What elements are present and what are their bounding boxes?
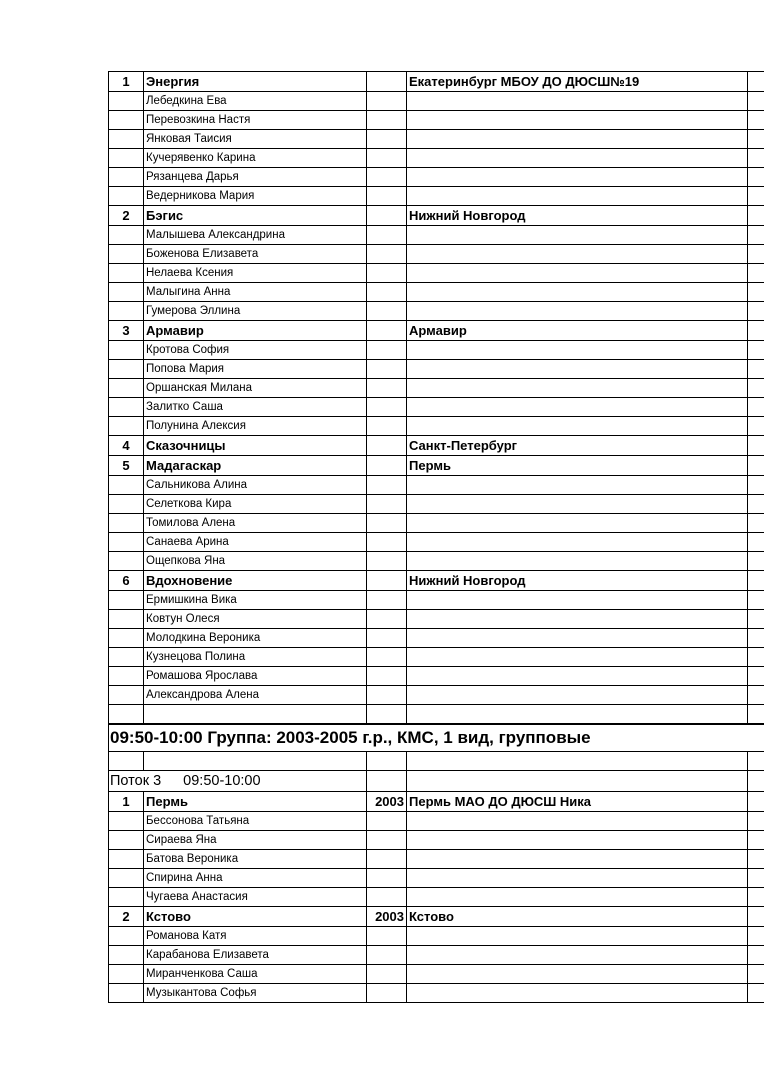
member-row [109,302,764,321]
team-number: 2 [109,206,144,226]
team-number: 4 [109,436,144,456]
member-row [109,111,764,130]
member-row [109,379,764,398]
team-year [367,206,407,226]
team-number: 3 [109,321,144,341]
team-city: Нижний Новгород [407,571,748,591]
team-city: Пермь МАО ДО ДЮСШ Ника [407,792,748,812]
member-name: Попова Мария [144,360,367,379]
member-name: Малыгина Анна [144,283,367,302]
member-row [109,514,764,533]
member-row [109,888,764,907]
team-year: 2003 [367,792,407,812]
member-name: Романова Катя [144,927,367,946]
member-name: Сираева Яна [144,831,367,850]
flow-row [109,771,764,792]
team-year [367,456,407,476]
team-year: 2003 [367,907,407,927]
member-row [109,946,764,965]
start-list-table [108,71,764,1003]
team-year [367,321,407,341]
team-name: Кстово [144,907,367,927]
block2-rows [109,792,764,1003]
team-year [367,436,407,456]
team-name: Энергия [144,72,367,92]
team-city: Нижний Новгород [407,206,748,226]
member-row [109,476,764,495]
member-name: Рязанцева Дарья [144,168,367,187]
member-row [109,591,764,610]
member-name: Санаева Арина [144,533,367,552]
team-row [109,571,764,591]
member-name: Миранченкова Саша [144,965,367,984]
member-row [109,130,764,149]
member-name: Музыкантова Софья [144,984,367,1003]
group-heading-row [109,724,764,752]
team-name: Сказочницы [144,436,367,456]
team-name: Пермь [144,792,367,812]
member-row [109,965,764,984]
flow-label: Поток 3 [110,773,162,789]
member-name: Полунина Алексия [144,417,367,436]
member-row [109,398,764,417]
member-name: Кузнецова Полина [144,648,367,667]
team-city: Кстово [407,907,748,927]
team-row [109,456,764,476]
member-name: Гумерова Эллина [144,302,367,321]
member-name: Кротова София [144,341,367,360]
empty-row [109,705,764,725]
team-name: Мадагаскар [144,456,367,476]
group-section [109,724,764,792]
member-row [109,187,764,206]
member-name: Селеткова Кира [144,495,367,514]
member-row [109,927,764,946]
member-row [109,869,764,888]
team-number: 2 [109,907,144,927]
member-name: Томилова Алена [144,514,367,533]
member-name: Янковая Таисия [144,130,367,149]
member-row [109,667,764,686]
team-row [109,792,764,812]
team-row [109,436,764,456]
team-year [367,571,407,591]
empty-row [109,752,764,771]
member-name: Батова Вероника [144,850,367,869]
team-city: Пермь [407,456,748,476]
member-name: Оршанская Милана [144,379,367,398]
team-row [109,321,764,341]
team-city: Санкт-Петербург [407,436,748,456]
team-name: Бэгис [144,206,367,226]
group-heading: 09:50-10:00 Группа: 2003-2005 г.р., КМС, 1 вид, групповые [109,724,748,752]
member-row [109,264,764,283]
flow-time: 09:50-10:00 [183,773,261,789]
member-name: Бессонова Татьяна [144,812,367,831]
results-sheet [108,71,764,1003]
team-year [367,72,407,92]
member-name: Ковтун Олеся [144,610,367,629]
member-name: Чугаева Анастасия [144,888,367,907]
member-row [109,226,764,245]
member-name: Александрова Алена [144,686,367,705]
member-row [109,149,764,168]
member-row [109,552,764,571]
member-name: Боженова Елизавета [144,245,367,264]
member-name: Ромашова Ярослава [144,667,367,686]
member-row [109,533,764,552]
member-row [109,629,764,648]
member-name: Ермишкина Вика [144,591,367,610]
member-name: Ощепкова Яна [144,552,367,571]
member-name: Залитко Саша [144,398,367,417]
member-row [109,168,764,187]
team-number: 6 [109,571,144,591]
flow-cell [109,771,367,792]
member-row [109,831,764,850]
team-city: Екатеринбург МБОУ ДО ДЮСШ№19 [407,72,748,92]
spacer-rows [109,705,764,725]
member-row [109,283,764,302]
member-row [109,245,764,264]
member-row [109,495,764,514]
member-row [109,984,764,1003]
team-name: Армавир [144,321,367,341]
member-name: Малышева Александрина [144,226,367,245]
member-row [109,812,764,831]
member-row [109,850,764,869]
member-row [109,686,764,705]
team-number: 1 [109,72,144,92]
member-row [109,92,764,111]
member-row [109,360,764,379]
member-name: Сальникова Алина [144,476,367,495]
team-row [109,206,764,226]
member-name: Карабанова Елизавета [144,946,367,965]
team-number: 1 [109,792,144,812]
block1-rows [109,72,764,705]
member-row [109,648,764,667]
team-city: Армавир [407,321,748,341]
member-row [109,341,764,360]
team-number: 5 [109,456,144,476]
team-name: Вдохновение [144,571,367,591]
member-name: Нелаева Ксения [144,264,367,283]
member-name: Спирина Анна [144,869,367,888]
member-row [109,610,764,629]
member-name: Лебедкина Ева [144,92,367,111]
member-name: Кучерявенко Карина [144,149,367,168]
team-row [109,72,764,92]
member-row [109,417,764,436]
member-name: Ведерникова Мария [144,187,367,206]
member-name: Молодкина Вероника [144,629,367,648]
team-row [109,907,764,927]
member-name: Перевозкина Настя [144,111,367,130]
